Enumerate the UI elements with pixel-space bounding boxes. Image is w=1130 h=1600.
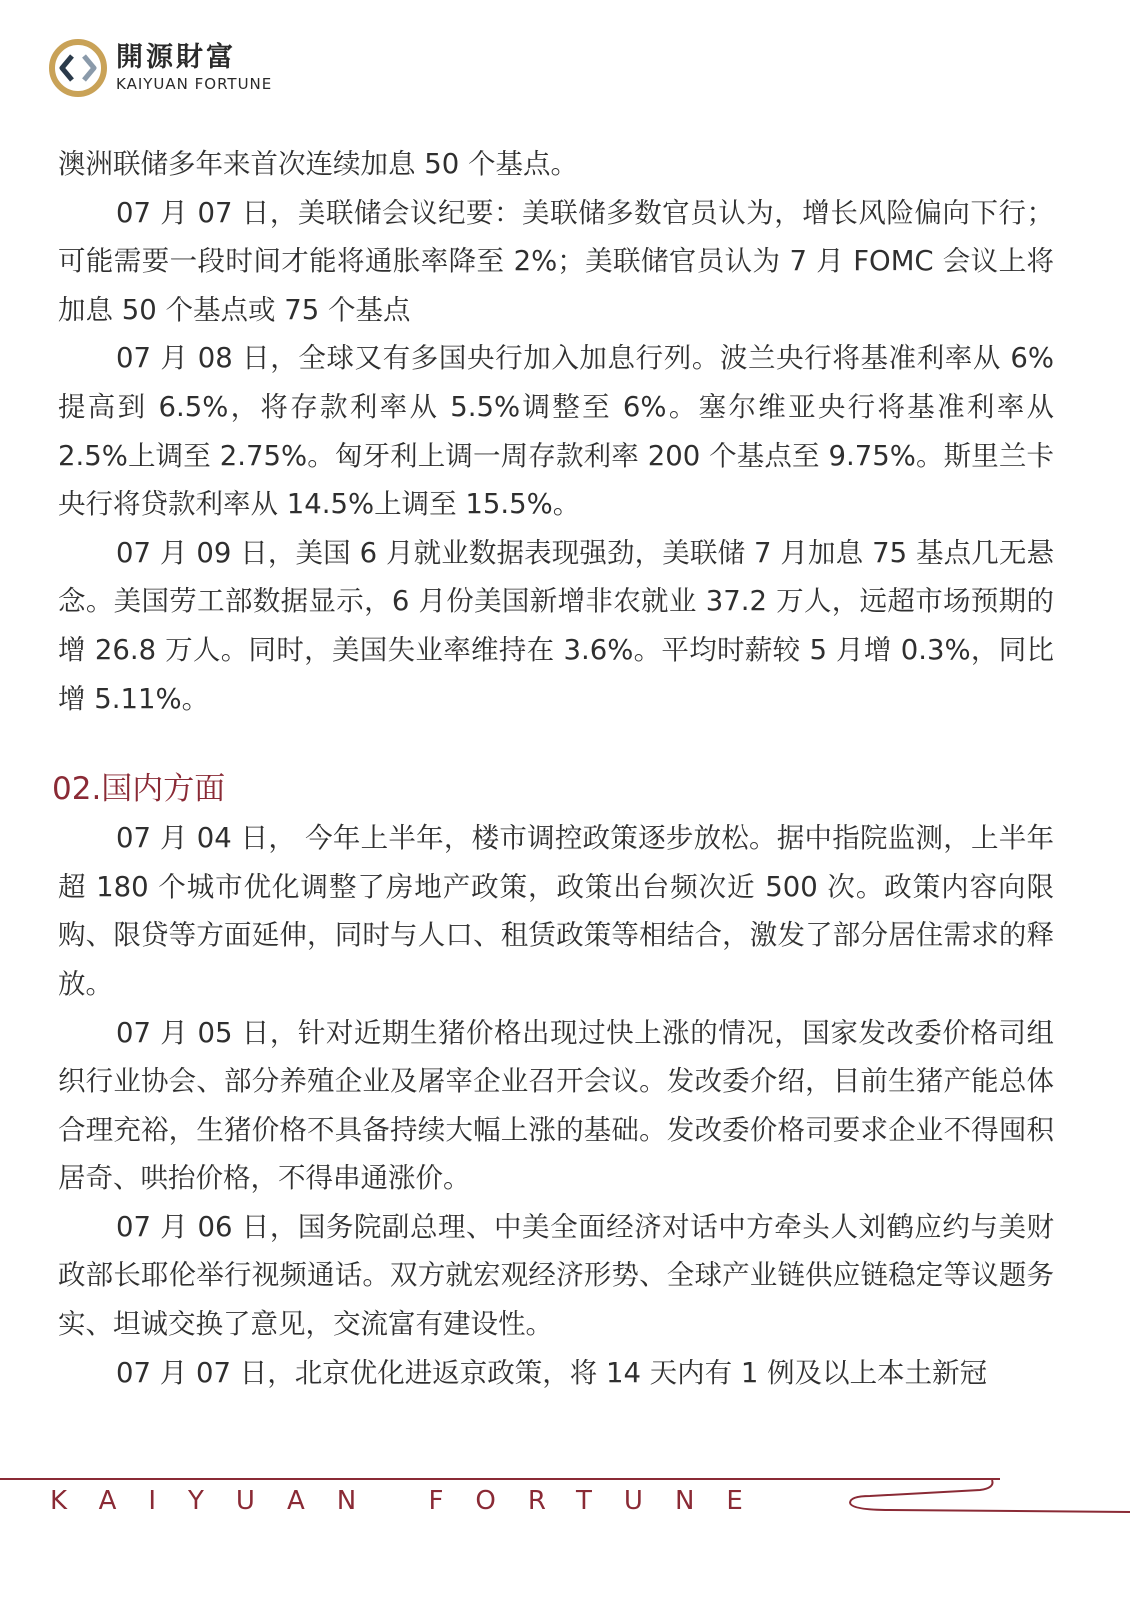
page-footer [0, 1468, 1130, 1558]
brand-text [116, 42, 272, 94]
kaiyuan-logo-icon [48, 38, 108, 98]
paragraph-0709-us-jobs: 07 月 09 日，美国 6 月就业数据表现强劲，美联储 7 月加息 75 基点几无悬念。美国劳工部数据显示，6 月份美国新增非农就业 37.2 万人，远超市场预期的增 26.8 万人。同时，美国失业率维持在 3.6%。平均时薪较 5 月增 0.3%，同比增 5.11%。 [58, 536, 1054, 715]
document-body [52, 140, 1054, 1397]
brand-name-cn: 開源財富 [116, 42, 236, 73]
paragraph-0707-fed-minutes: 07 月 07 日，美联储会议纪要：美联储多数官员认为，增长风险偏向下行；可能需要一段时间才能将通胀率降至 2%；美联储官员认为 7 月 FOMC 会议上将加息 50 个基点或 75 个基点 [58, 196, 1054, 326]
paragraph-0706-video-call: 07 月 06 日，国务院副总理、中美全面经济对话中方牵头人刘鹤应约与美财政部长耶伦举行视频通话。双方就宏观经济形势、全球产业链供应链稳定等议题务实、坦诚交换了意见，交流富有建设性。 [58, 1210, 1054, 1341]
footer-swoosh-icon [830, 1468, 1130, 1528]
paragraph-0704-property-policy: 07 月 04 日， 今年上半年，楼市调控政策逐步放松。据中指院监测，上半年超 180 个城市优化调整了房地产政策，政策出台频次近 500 次。政策内容向限购、限贷等方面延伸，同时与人口、租赁政策等相结合，激发了部分居住需求的释放。 [58, 822, 1054, 1000]
paragraph-0705-pig-prices: 07 月 05 日，针对近期生猪价格出现过快上涨的情况，国家发改委价格司组织行业协会、部分养殖企业及屠宰企业召开会议。发改委介绍，目前生猪产能总体合理充裕，生猪价格不具备持续大幅上涨的基础。发改委价格司要求企业不得囤积居奇、哄抬价格，不得串通涨价。 [58, 1016, 1054, 1195]
paragraph-0707-beijing-policy: 07 月 07 日，北京优化进返京政策，将 14 天内有 1 例及以上本土新冠 [116, 1356, 988, 1389]
section-title-domestic: 02.国内方面 [52, 771, 226, 808]
paragraph-continuation: 澳洲联储多年来首次连续加息 50 个基点。 [58, 148, 578, 180]
paragraph-0708-global-rate-hikes: 07 月 08 日，全球又有多国央行加入加息行列。波兰央行将基准利率从 6%提高到 6.5%，将存款利率从 5.5%调整至 6%。塞尔维亚央行将基准利率从 2.5%上调至 2.75%。匈牙利上调一周存款利率 200 个基点至 9.75%。斯里兰卡央行将贷款利率从 14.5%上调至 15.5%。 [58, 342, 1054, 521]
brand-header [48, 38, 272, 98]
brand-name-en: KAIYUAN FORTUNE [116, 75, 273, 93]
footer-brand-text: KAIYUAN FORTUNE [50, 1486, 775, 1516]
